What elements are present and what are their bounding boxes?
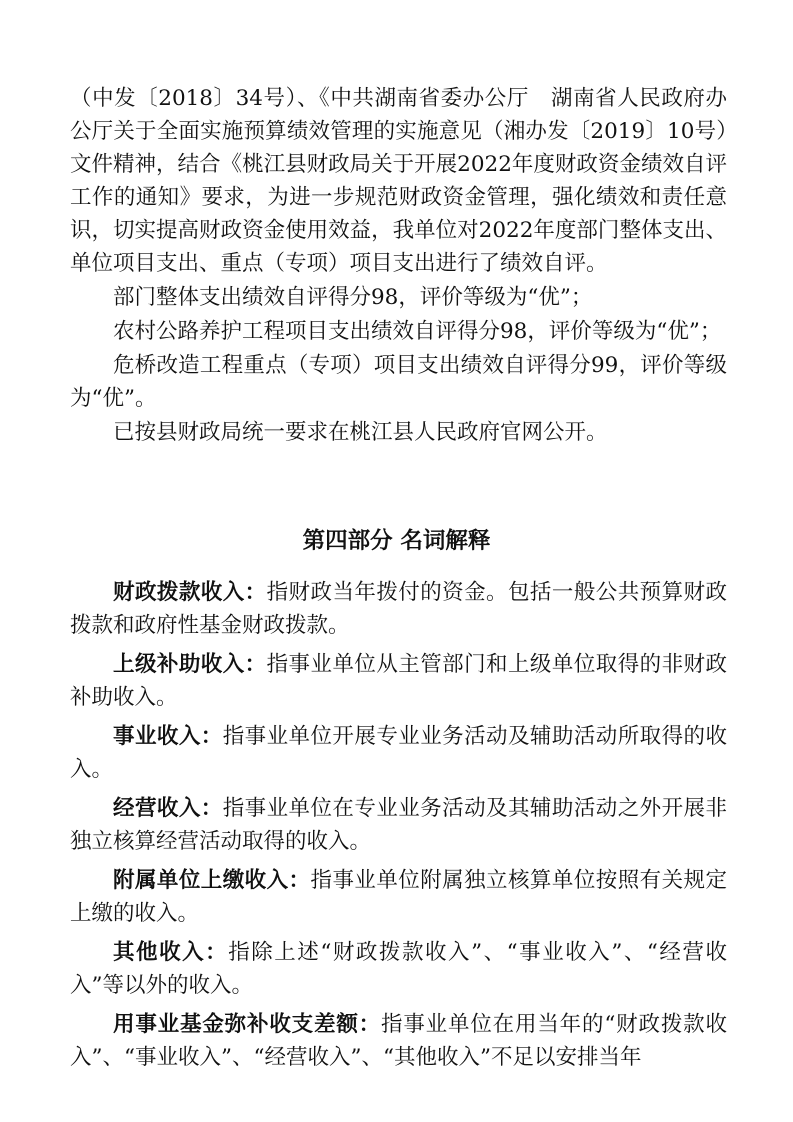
- definition-text: 指事业单位在用当年的“财政拨款收入”、“事业收入”、“经营收入”、“其他收入”不足以安排当年: [70, 1012, 727, 1070]
- evaluation-section: [70, 82, 727, 449]
- paragraph-publication: 已按县财政局统一要求在桃江县人民政府官网公开。: [113, 420, 608, 445]
- section-title: 第四部分 名词解释: [302, 528, 491, 554]
- definition-text: 指事业单位附属独立核算单位按照有关规定上缴的收入。: [70, 868, 727, 926]
- definition-term: 用事业基金弥补收支差额：: [113, 1012, 381, 1037]
- definition-text: 指财政当年拨付的资金。包括一般公共预算财政拨款和政府性基金财政拨款。: [70, 580, 727, 638]
- paragraph-dept-score: 部门整体支出绩效自评得分98，评价等级为“优”；: [113, 285, 593, 310]
- definition-term: 上级补助收入：: [113, 652, 267, 677]
- definition-item: [70, 792, 727, 858]
- definition-term: 财政拨款收入：: [113, 580, 267, 605]
- paragraph-intro: （中发〔2018〕34号）、《中共湖南省委办公厅 湖南省人民政府办公厅关于全面实施预算绩效管理的实施意见（湘办发〔2019〕10号）文件精神，结合《桃江县财政局关于开展2022年度财政资金绩效自评工作的通知》要求，为进一步规范财政资金管理，强化绩效和责任意识，切实提高财政资金使用效益，我单位对2022年度部门整体支出、单位项目支出、重点（专项）项目支出进行了绩效自评。: [70, 86, 727, 276]
- definition-term: 附属单位上缴收入：: [113, 868, 311, 893]
- paragraph-road-score: 农村公路养护工程项目支出绩效自评得分98，评价等级为“优”；: [113, 319, 722, 344]
- definition-term: 事业收入：: [113, 724, 223, 749]
- definition-item: [70, 720, 727, 786]
- definition-text: 指除上述“财政拨款收入”、“事业收入”、“经营收入”等以外的收入。: [70, 940, 727, 998]
- definition-text: 指事业单位从主管部门和上级单位取得的非财政补助收入。: [70, 652, 727, 710]
- definition-item: [70, 648, 727, 714]
- definition-item: [70, 576, 727, 642]
- paragraph-bridge-score: 危桥改造工程重点（专项）项目支出绩效自评得分99，评价等级为“优”。: [70, 353, 727, 411]
- definition-text: 指事业单位开展专业业务活动及辅助活动所取得的收入。: [70, 724, 727, 782]
- definition-term: 其他收入：: [113, 940, 229, 965]
- definitions-list: [70, 576, 727, 1080]
- definition-text: 指事业单位在专业业务活动及其辅助活动之外开展非独立核算经营活动取得的收入。: [70, 796, 727, 854]
- definition-item: [70, 1008, 727, 1074]
- definition-item: [70, 936, 727, 1002]
- definition-item: [70, 864, 727, 930]
- definition-term: 经营收入：: [113, 796, 223, 821]
